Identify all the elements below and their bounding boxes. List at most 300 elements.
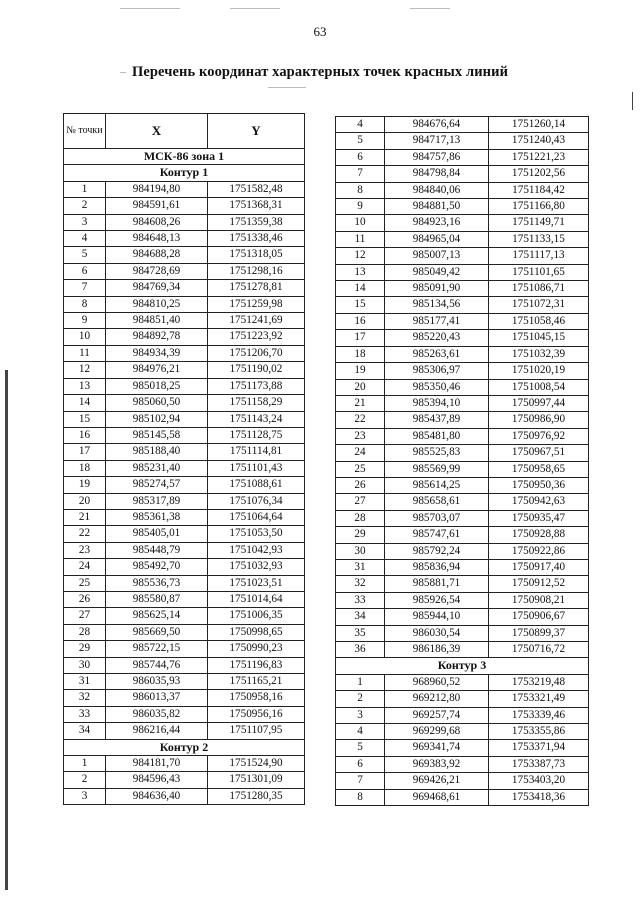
table-row bbox=[64, 526, 305, 542]
table-row bbox=[336, 117, 589, 133]
point-number-cell: 13 bbox=[64, 378, 106, 394]
x-coordinate-cell: 985792,24 bbox=[385, 543, 489, 559]
x-coordinate-cell: 984717,13 bbox=[385, 133, 489, 149]
x-coordinate-cell: 984608,26 bbox=[106, 214, 208, 230]
point-number-cell: 17 bbox=[64, 444, 106, 460]
point-number-cell: 27 bbox=[336, 494, 385, 510]
x-coordinate-cell: 986035,82 bbox=[106, 706, 208, 722]
x-coordinate-cell: 984965,04 bbox=[385, 231, 489, 247]
x-coordinate-cell: 985580,87 bbox=[106, 591, 208, 607]
table-row bbox=[64, 247, 305, 263]
x-coordinate-cell: 985091,90 bbox=[385, 281, 489, 297]
point-number-cell: 14 bbox=[336, 281, 385, 297]
point-number-cell: 1 bbox=[64, 181, 106, 197]
x-coordinate-cell: 985492,70 bbox=[106, 559, 208, 575]
table-row bbox=[336, 248, 589, 264]
table-row bbox=[64, 591, 305, 607]
table-row bbox=[336, 625, 589, 641]
col-header-point-number: № точки bbox=[64, 114, 106, 149]
table-row bbox=[336, 133, 589, 149]
table-row bbox=[336, 149, 589, 165]
y-coordinate-cell: 1753387,73 bbox=[489, 756, 589, 772]
table-row bbox=[64, 706, 305, 722]
table-row bbox=[64, 772, 305, 788]
point-number-cell: 12 bbox=[64, 362, 106, 378]
y-coordinate-cell: 1750997,44 bbox=[489, 395, 589, 411]
point-number-cell: 23 bbox=[336, 428, 385, 444]
table-row bbox=[64, 788, 305, 804]
point-number-cell: 9 bbox=[336, 199, 385, 215]
y-coordinate-cell: 1751014,64 bbox=[208, 591, 305, 607]
y-coordinate-cell: 1753418,36 bbox=[489, 789, 589, 805]
y-coordinate-cell: 1751206,70 bbox=[208, 345, 305, 361]
x-coordinate-cell: 985744,76 bbox=[106, 657, 208, 673]
point-number-cell: 3 bbox=[64, 788, 106, 804]
x-coordinate-cell: 984728,69 bbox=[106, 263, 208, 279]
table-row bbox=[336, 494, 589, 510]
table-row bbox=[64, 624, 305, 640]
x-coordinate-cell: 985102,94 bbox=[106, 411, 208, 427]
x-coordinate-cell: 984688,28 bbox=[106, 247, 208, 263]
table-row bbox=[64, 477, 305, 493]
y-coordinate-cell: 1751184,42 bbox=[489, 182, 589, 198]
point-number-cell: 28 bbox=[64, 624, 106, 640]
coordinate-system-row bbox=[64, 149, 305, 165]
point-number-cell: 24 bbox=[336, 445, 385, 461]
x-coordinate-cell: 985481,80 bbox=[385, 428, 489, 444]
point-number-cell: 2 bbox=[64, 198, 106, 214]
point-number-cell: 20 bbox=[64, 493, 106, 509]
y-coordinate-cell: 1751042,93 bbox=[208, 542, 305, 558]
y-coordinate-cell: 1751165,21 bbox=[208, 674, 305, 690]
table-row bbox=[336, 789, 589, 805]
table-row bbox=[336, 543, 589, 559]
y-coordinate-cell: 1750935,47 bbox=[489, 510, 589, 526]
x-coordinate-cell: 984769,34 bbox=[106, 280, 208, 296]
table-row bbox=[64, 723, 305, 739]
point-number-cell: 14 bbox=[64, 395, 106, 411]
table-row bbox=[64, 542, 305, 558]
table-row bbox=[64, 395, 305, 411]
table-row bbox=[64, 378, 305, 394]
x-coordinate-cell: 986035,93 bbox=[106, 674, 208, 690]
point-number-cell: 18 bbox=[64, 460, 106, 476]
section-header-row bbox=[64, 739, 305, 755]
table-row bbox=[336, 642, 589, 658]
x-coordinate-cell: 985614,25 bbox=[385, 477, 489, 493]
y-coordinate-cell: 1751058,46 bbox=[489, 313, 589, 329]
x-coordinate-cell: 984840,06 bbox=[385, 182, 489, 198]
y-coordinate-cell: 1750899,37 bbox=[489, 625, 589, 641]
point-number-cell: 8 bbox=[336, 789, 385, 805]
y-coordinate-cell: 1751359,38 bbox=[208, 214, 305, 230]
x-coordinate-cell: 984757,86 bbox=[385, 149, 489, 165]
point-number-cell: 34 bbox=[336, 609, 385, 625]
x-coordinate-cell: 985625,14 bbox=[106, 608, 208, 624]
y-coordinate-cell: 1751202,56 bbox=[489, 166, 589, 182]
x-coordinate-cell: 985926,54 bbox=[385, 592, 489, 608]
x-coordinate-cell: 984976,21 bbox=[106, 362, 208, 378]
point-number-cell: 25 bbox=[336, 461, 385, 477]
point-number-cell: 3 bbox=[336, 707, 385, 723]
table-row bbox=[64, 181, 305, 197]
table-row bbox=[336, 330, 589, 346]
table-row bbox=[64, 214, 305, 230]
x-coordinate-cell: 986013,37 bbox=[106, 690, 208, 706]
y-coordinate-cell: 1751241,69 bbox=[208, 313, 305, 329]
x-coordinate-cell: 985405,01 bbox=[106, 526, 208, 542]
point-number-cell: 26 bbox=[336, 477, 385, 493]
y-coordinate-cell: 1750958,65 bbox=[489, 461, 589, 477]
point-number-cell: 9 bbox=[64, 313, 106, 329]
y-coordinate-cell: 1751260,14 bbox=[489, 117, 589, 133]
table-row bbox=[64, 231, 305, 247]
x-coordinate-cell: 969257,74 bbox=[385, 707, 489, 723]
table-row bbox=[64, 427, 305, 443]
point-number-cell: 6 bbox=[336, 756, 385, 772]
x-coordinate-cell: 985525,83 bbox=[385, 445, 489, 461]
table-row bbox=[336, 281, 589, 297]
table-row bbox=[64, 411, 305, 427]
table-row bbox=[336, 477, 589, 493]
table-row bbox=[336, 395, 589, 411]
point-number-cell: 19 bbox=[64, 477, 106, 493]
point-number-cell: 21 bbox=[64, 509, 106, 525]
y-coordinate-cell: 1751196,83 bbox=[208, 657, 305, 673]
y-coordinate-cell: 1751173,88 bbox=[208, 378, 305, 394]
x-coordinate-cell: 984798,84 bbox=[385, 166, 489, 182]
table-row bbox=[336, 199, 589, 215]
point-number-cell: 33 bbox=[336, 592, 385, 608]
x-coordinate-cell: 985317,89 bbox=[106, 493, 208, 509]
x-coordinate-cell: 984881,50 bbox=[385, 199, 489, 215]
table-row bbox=[64, 559, 305, 575]
point-number-cell: 30 bbox=[336, 543, 385, 559]
x-coordinate-cell: 968960,52 bbox=[385, 674, 489, 690]
point-number-cell: 11 bbox=[64, 345, 106, 361]
y-coordinate-cell: 1753403,20 bbox=[489, 773, 589, 789]
table-row bbox=[64, 313, 305, 329]
point-number-cell: 2 bbox=[336, 691, 385, 707]
y-coordinate-cell: 1751298,16 bbox=[208, 263, 305, 279]
point-number-cell: 5 bbox=[64, 247, 106, 263]
y-coordinate-cell: 1751107,95 bbox=[208, 723, 305, 739]
x-coordinate-cell: 984810,25 bbox=[106, 296, 208, 312]
table-row bbox=[64, 575, 305, 591]
y-coordinate-cell: 1751128,75 bbox=[208, 427, 305, 443]
point-number-cell: 4 bbox=[64, 231, 106, 247]
x-coordinate-cell: 984934,39 bbox=[106, 345, 208, 361]
x-coordinate-cell: 984892,78 bbox=[106, 329, 208, 345]
section-header-row bbox=[336, 658, 589, 674]
y-coordinate-cell: 1751020,19 bbox=[489, 363, 589, 379]
x-coordinate-cell: 985569,99 bbox=[385, 461, 489, 477]
point-number-cell: 33 bbox=[64, 706, 106, 722]
table-row bbox=[336, 609, 589, 625]
table-row bbox=[64, 493, 305, 509]
x-coordinate-cell: 985306,97 bbox=[385, 363, 489, 379]
table-row bbox=[336, 559, 589, 575]
point-number-cell: 23 bbox=[64, 542, 106, 558]
y-coordinate-cell: 1751166,80 bbox=[489, 199, 589, 215]
x-coordinate-cell: 985658,61 bbox=[385, 494, 489, 510]
table-row bbox=[336, 773, 589, 789]
x-coordinate-cell: 984648,13 bbox=[106, 231, 208, 247]
x-coordinate-cell: 985669,50 bbox=[106, 624, 208, 640]
x-coordinate-cell: 985437,89 bbox=[385, 412, 489, 428]
x-coordinate-cell: 985049,42 bbox=[385, 264, 489, 280]
point-number-cell: 16 bbox=[336, 313, 385, 329]
point-number-cell: 3 bbox=[64, 214, 106, 230]
table-row bbox=[336, 576, 589, 592]
y-coordinate-cell: 1750922,86 bbox=[489, 543, 589, 559]
y-coordinate-cell: 1751223,92 bbox=[208, 329, 305, 345]
table-row bbox=[336, 592, 589, 608]
y-coordinate-cell: 1751221,23 bbox=[489, 149, 589, 165]
table-row bbox=[336, 231, 589, 247]
x-coordinate-cell: 984591,61 bbox=[106, 198, 208, 214]
x-coordinate-cell: 985944,10 bbox=[385, 609, 489, 625]
y-coordinate-cell: 1750950,36 bbox=[489, 477, 589, 493]
point-number-cell: 26 bbox=[64, 591, 106, 607]
y-coordinate-cell: 1750986,90 bbox=[489, 412, 589, 428]
x-coordinate-cell: 969426,21 bbox=[385, 773, 489, 789]
point-number-cell: 31 bbox=[336, 559, 385, 575]
y-coordinate-cell: 1751368,31 bbox=[208, 198, 305, 214]
table-row bbox=[336, 379, 589, 395]
point-number-cell: 19 bbox=[336, 363, 385, 379]
table-row bbox=[336, 182, 589, 198]
point-number-cell: 6 bbox=[336, 149, 385, 165]
point-number-cell: 22 bbox=[64, 526, 106, 542]
y-coordinate-cell: 1751064,64 bbox=[208, 509, 305, 525]
table-row bbox=[64, 198, 305, 214]
x-coordinate-cell: 985361,38 bbox=[106, 509, 208, 525]
coordinate-system-label: МСК-86 зона 1 bbox=[64, 149, 305, 165]
point-number-cell: 35 bbox=[336, 625, 385, 641]
scan-edge-mark bbox=[632, 92, 633, 110]
y-coordinate-cell: 1751190,02 bbox=[208, 362, 305, 378]
point-number-cell: 8 bbox=[336, 182, 385, 198]
point-number-cell: 27 bbox=[64, 608, 106, 624]
table-row bbox=[64, 657, 305, 673]
point-number-cell: 32 bbox=[64, 690, 106, 706]
y-coordinate-cell: 1751158,29 bbox=[208, 395, 305, 411]
table-row bbox=[336, 527, 589, 543]
point-number-cell: 16 bbox=[64, 427, 106, 443]
point-number-cell: 7 bbox=[64, 280, 106, 296]
x-coordinate-cell: 985722,15 bbox=[106, 641, 208, 657]
x-coordinate-cell: 986216,44 bbox=[106, 723, 208, 739]
y-coordinate-cell: 1750998,65 bbox=[208, 624, 305, 640]
y-coordinate-cell: 1750956,16 bbox=[208, 706, 305, 722]
section-title: Контур 1 bbox=[64, 165, 305, 181]
table-header-row bbox=[64, 114, 305, 149]
table-row bbox=[64, 296, 305, 312]
x-coordinate-cell: 985448,79 bbox=[106, 542, 208, 558]
x-coordinate-cell: 969212,80 bbox=[385, 691, 489, 707]
y-coordinate-cell: 1751023,51 bbox=[208, 575, 305, 591]
scan-speck bbox=[410, 8, 450, 9]
right-table-body bbox=[336, 117, 589, 806]
coordinates-table-right bbox=[335, 116, 589, 806]
point-number-cell: 15 bbox=[336, 297, 385, 313]
page-number: 63 bbox=[313, 24, 327, 39]
table-row bbox=[336, 297, 589, 313]
y-coordinate-cell: 1753219,48 bbox=[489, 674, 589, 690]
y-coordinate-cell: 1751076,34 bbox=[208, 493, 305, 509]
table-row bbox=[64, 345, 305, 361]
scan-edge-mark bbox=[5, 370, 8, 890]
point-number-cell: 4 bbox=[336, 117, 385, 133]
x-coordinate-cell: 984194,80 bbox=[106, 181, 208, 197]
point-number-cell: 20 bbox=[336, 379, 385, 395]
table-row bbox=[336, 756, 589, 772]
table-row bbox=[336, 740, 589, 756]
y-coordinate-cell: 1750958,16 bbox=[208, 690, 305, 706]
y-coordinate-cell: 1753371,94 bbox=[489, 740, 589, 756]
point-number-cell: 10 bbox=[64, 329, 106, 345]
point-number-cell: 29 bbox=[64, 641, 106, 657]
page-title: Перечень координат характерных точек красных линий bbox=[131, 64, 509, 80]
y-coordinate-cell: 1751008,54 bbox=[489, 379, 589, 395]
y-coordinate-cell: 1751582,48 bbox=[208, 181, 305, 197]
point-number-cell: 2 bbox=[64, 772, 106, 788]
table-row bbox=[336, 166, 589, 182]
x-coordinate-cell: 985231,40 bbox=[106, 460, 208, 476]
y-coordinate-cell: 1750716,72 bbox=[489, 642, 589, 658]
y-coordinate-cell: 1751280,35 bbox=[208, 788, 305, 804]
table-row bbox=[336, 445, 589, 461]
x-coordinate-cell: 985177,41 bbox=[385, 313, 489, 329]
x-coordinate-cell: 985350,46 bbox=[385, 379, 489, 395]
point-number-cell: 12 bbox=[336, 248, 385, 264]
table-row bbox=[336, 313, 589, 329]
point-number-cell: 17 bbox=[336, 330, 385, 346]
point-number-cell: 1 bbox=[336, 674, 385, 690]
x-coordinate-cell: 984923,16 bbox=[385, 215, 489, 231]
table-row bbox=[336, 215, 589, 231]
scan-speck bbox=[268, 87, 306, 88]
y-coordinate-cell: 1751101,65 bbox=[489, 264, 589, 280]
point-number-cell: 32 bbox=[336, 576, 385, 592]
x-coordinate-cell: 985881,71 bbox=[385, 576, 489, 592]
table-row bbox=[64, 674, 305, 690]
x-coordinate-cell: 985145,58 bbox=[106, 427, 208, 443]
section-title: Контур 3 bbox=[336, 658, 589, 674]
x-coordinate-cell: 986186,39 bbox=[385, 642, 489, 658]
table-row bbox=[336, 691, 589, 707]
scan-speck bbox=[120, 8, 180, 9]
point-number-cell: 7 bbox=[336, 166, 385, 182]
table-row bbox=[336, 461, 589, 477]
point-number-cell: 5 bbox=[336, 740, 385, 756]
point-number-cell: 34 bbox=[64, 723, 106, 739]
x-coordinate-cell: 984181,70 bbox=[106, 756, 208, 772]
y-coordinate-cell: 1751133,15 bbox=[489, 231, 589, 247]
point-number-cell: 31 bbox=[64, 674, 106, 690]
table-row bbox=[336, 363, 589, 379]
y-coordinate-cell: 1750906,67 bbox=[489, 609, 589, 625]
point-number-cell: 6 bbox=[64, 263, 106, 279]
x-coordinate-cell: 985134,56 bbox=[385, 297, 489, 313]
y-coordinate-cell: 1751259,98 bbox=[208, 296, 305, 312]
point-number-cell: 22 bbox=[336, 412, 385, 428]
y-coordinate-cell: 1750976,92 bbox=[489, 428, 589, 444]
section-title: Контур 2 bbox=[64, 739, 305, 755]
point-number-cell: 18 bbox=[336, 346, 385, 362]
table-row bbox=[64, 509, 305, 525]
y-coordinate-cell: 1751318,05 bbox=[208, 247, 305, 263]
table-row bbox=[64, 460, 305, 476]
point-number-cell: 15 bbox=[64, 411, 106, 427]
x-coordinate-cell: 984596,43 bbox=[106, 772, 208, 788]
y-coordinate-cell: 1750908,21 bbox=[489, 592, 589, 608]
y-coordinate-cell: 1751117,13 bbox=[489, 248, 589, 264]
y-coordinate-cell: 1753321,49 bbox=[489, 691, 589, 707]
y-coordinate-cell: 1751072,31 bbox=[489, 297, 589, 313]
y-coordinate-cell: 1750928,88 bbox=[489, 527, 589, 543]
y-coordinate-cell: 1750912,52 bbox=[489, 576, 589, 592]
y-coordinate-cell: 1750917,40 bbox=[489, 559, 589, 575]
table-row bbox=[336, 428, 589, 444]
x-coordinate-cell: 985536,73 bbox=[106, 575, 208, 591]
table-row bbox=[64, 641, 305, 657]
x-coordinate-cell: 985220,43 bbox=[385, 330, 489, 346]
x-coordinate-cell: 985836,94 bbox=[385, 559, 489, 575]
scan-speck bbox=[120, 72, 126, 73]
point-number-cell: 30 bbox=[64, 657, 106, 673]
table-row bbox=[336, 346, 589, 362]
table-row bbox=[64, 690, 305, 706]
x-coordinate-cell: 985018,25 bbox=[106, 378, 208, 394]
x-coordinate-cell: 985263,61 bbox=[385, 346, 489, 362]
x-coordinate-cell: 985060,50 bbox=[106, 395, 208, 411]
y-coordinate-cell: 1751240,43 bbox=[489, 133, 589, 149]
table-row bbox=[64, 608, 305, 624]
y-coordinate-cell: 1751338,46 bbox=[208, 231, 305, 247]
y-coordinate-cell: 1751045,15 bbox=[489, 330, 589, 346]
x-coordinate-cell: 969299,68 bbox=[385, 724, 489, 740]
y-coordinate-cell: 1751301,09 bbox=[208, 772, 305, 788]
x-coordinate-cell: 985703,07 bbox=[385, 510, 489, 526]
point-number-cell: 10 bbox=[336, 215, 385, 231]
point-number-cell: 24 bbox=[64, 559, 106, 575]
col-header-x: X bbox=[106, 114, 208, 149]
x-coordinate-cell: 984676,64 bbox=[385, 117, 489, 133]
y-coordinate-cell: 1751149,71 bbox=[489, 215, 589, 231]
x-coordinate-cell: 969341,74 bbox=[385, 740, 489, 756]
point-number-cell: 7 bbox=[336, 773, 385, 789]
point-number-cell: 4 bbox=[336, 724, 385, 740]
y-coordinate-cell: 1751101,43 bbox=[208, 460, 305, 476]
x-coordinate-cell: 984636,40 bbox=[106, 788, 208, 804]
y-coordinate-cell: 1751524,90 bbox=[208, 756, 305, 772]
x-coordinate-cell: 985188,40 bbox=[106, 444, 208, 460]
table-row bbox=[64, 362, 305, 378]
point-number-cell: 36 bbox=[336, 642, 385, 658]
scan-speck bbox=[230, 8, 280, 9]
table-row bbox=[336, 674, 589, 690]
y-coordinate-cell: 1751032,39 bbox=[489, 346, 589, 362]
table-row bbox=[336, 412, 589, 428]
y-coordinate-cell: 1751114,81 bbox=[208, 444, 305, 460]
table-row bbox=[64, 756, 305, 772]
table-row bbox=[336, 510, 589, 526]
y-coordinate-cell: 1751143,24 bbox=[208, 411, 305, 427]
y-coordinate-cell: 1751086,71 bbox=[489, 281, 589, 297]
coordinates-table-left bbox=[63, 113, 305, 805]
